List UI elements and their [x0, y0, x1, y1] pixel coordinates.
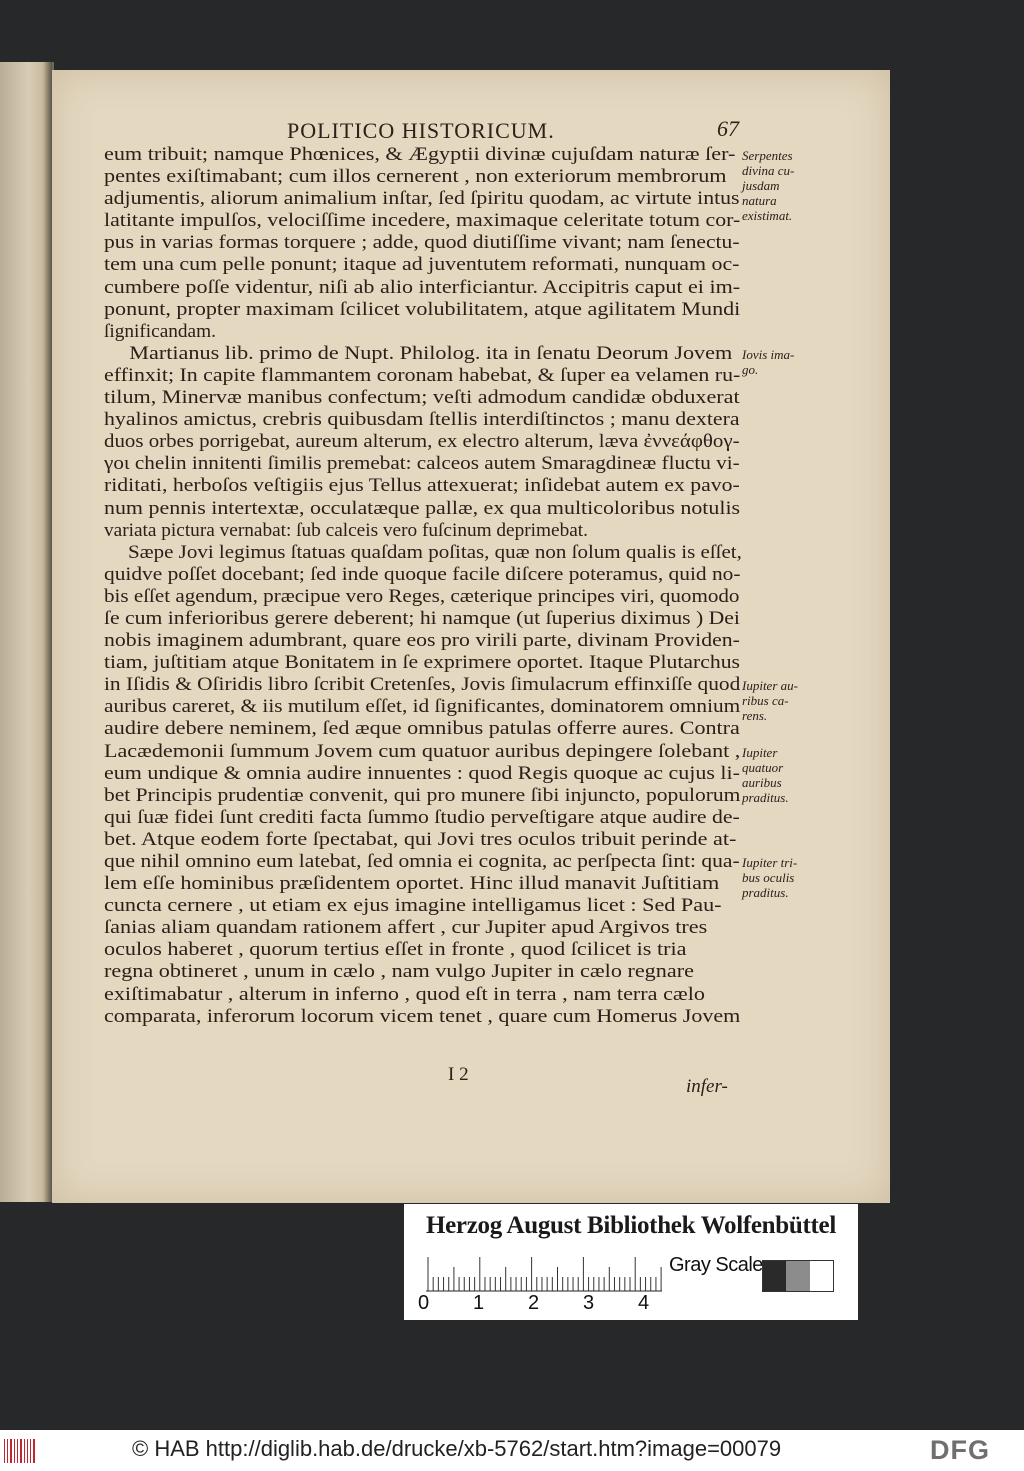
text-line: cuncta cernere , ut etiam ex ejus imagine intelligamus licet : Sed Pau-: [104, 895, 722, 917]
text-line: regna obtineret , unum in cælo , nam vulgo Jupiter in cælo regnare: [104, 961, 694, 983]
text-line: tilum, Minervæ manibus confectum; veſti admodum candidæ obduxerat: [104, 387, 740, 409]
ruler-number: 3: [583, 1292, 595, 1314]
gray-scale-label: Gray Scale: [669, 1254, 763, 1276]
margin-note-line: Iupiter tri-: [742, 855, 798, 871]
text-line: tem una cum pelle ponunt; itaque ad juventutem reformati, nunquam oc-: [104, 254, 740, 276]
margin-note-line: ribus ca-: [742, 693, 789, 709]
text-line: Martianus lib. primo de Nupt. Philolog. ita in ſenatu Deorum Jovem: [129, 342, 733, 364]
barcode-bar: [24, 1439, 25, 1463]
margin-note-line: existimat.: [742, 208, 793, 223]
adjacent-page-edge: [0, 62, 54, 1202]
text-line: adjumentis, aliorum animalium inſtar, ſed ſpiritu quodam, ac virtute intus: [104, 188, 740, 210]
measure-ruler: [426, 1256, 662, 1292]
text-line: ponunt, propter maximam ſcilicet volubilitatem, atque agilitatem Mundi: [104, 298, 741, 320]
text-line: bet Principis prudentiæ convenit, qui pro munere ſibi injuncto, populorum: [104, 784, 741, 806]
signature-mark: I 2: [448, 1064, 469, 1085]
barcode-icon: [4, 1439, 40, 1463]
footer-bar: [0, 1430, 1024, 1471]
text-line: duos orbes porrigebat, aureum alterum, ex electro alterum, læva ἐννεάφθογ-: [104, 431, 740, 453]
text-line: auribus careret, & iis mutilum eſſet, id ſignificantes, dominatorem omnium: [104, 696, 741, 718]
book-page: [52, 70, 890, 1203]
text-line: pus in varias formas torquere ; adde, quod diutiſſime vivant; nam ſenectu-: [104, 232, 740, 254]
margin-note-line: bus oculis: [742, 870, 795, 886]
margin-note-line: Serpentes: [742, 148, 793, 163]
text-line: hyalinos amictus, crebris quibusdam ſtellis interdiſtinctos ; manu dextera: [104, 409, 740, 431]
text-line: bis eſſet agendum, præcipue vero Reges, cæterique principes viri, quomodo: [104, 585, 740, 607]
library-color-card: [404, 1204, 858, 1320]
text-line: nobis imaginem adumbrant, quare eos pro virili parte, divinam Providen-: [104, 630, 740, 652]
library-name: Herzog August Bibliothek Wolfenbüttel: [425, 1212, 836, 1239]
text-line: lem eſſe hominibus præſidentem oportet. Hinc illud manavit Juſtitiam: [104, 873, 720, 895]
text-line: effinxit; In capite flammantem coronam habebat, & ſuper ea velamen ru-: [104, 364, 741, 386]
ruler-number: 4: [638, 1292, 650, 1314]
margin-note-line: quatuor: [742, 759, 784, 775]
margin-note: [742, 148, 794, 223]
gray-swatch: [786, 1261, 809, 1291]
barcode-bar: [33, 1439, 35, 1463]
text-line: γοι chelin innitenti ſimilis premebat: calceos autem Smaragdineæ fluctu vi-: [104, 453, 740, 475]
margin-note-line: jusdam: [742, 178, 780, 193]
text-line: exiſtimabatur , alterum in inferno , quod eſt in terra , nam terra cælo: [104, 983, 705, 1005]
margin-note: [742, 745, 789, 805]
text-line: que nihil omnino eum latebat, ſed omnia ei cognita, ac perſpecta ſint: qua-: [104, 851, 740, 872]
gray-scale-swatches: [762, 1260, 834, 1292]
ruler-numbers: [418, 1292, 678, 1316]
margin-note-line: praditus.: [742, 885, 789, 901]
margin-note-line: Iovis ima-: [742, 346, 795, 362]
text-line: num pennis intertextæ, occulatæque pallæ, ex qua multicoloribus notulis: [104, 497, 741, 519]
text-line: ſignificandam.: [104, 320, 216, 342]
barcode-bar: [4, 1439, 5, 1463]
gray-swatch: [810, 1261, 833, 1291]
margin-note: [742, 855, 797, 900]
text-line: ſanias aliam quandam rationem affert , cur Jupiter apud Argivos tres: [104, 917, 708, 939]
margin-note-line: Iupiter: [742, 744, 778, 760]
text-line: audire debere neminem, ſed æque omnibus patulas offerre aures. Contra: [104, 718, 740, 740]
margin-note-line: auribus: [742, 774, 782, 790]
text-line: eum undique & omnia audire innuentes : quod Regis quoque ac cujus li-: [104, 762, 740, 784]
ruler-number: 1: [473, 1292, 485, 1314]
text-line: ſe cum inferioribus gerere deberent; hi namque (ut ſuperius diximus ) Dei: [104, 607, 740, 629]
text-line: eum tribuit; namque Phœnices, & Ægyptii divinæ cujuſdam naturæ ſer-: [104, 144, 736, 165]
body-text: [104, 144, 740, 1028]
text-line: tiam, juſtitiam atque Bonitatem in ſe exprimere oportet. Itaque Plutarchus: [104, 652, 740, 674]
text-line: in Iſidis & Oſiridis libro ſcribit Cretenſes, Jovis ſimulacrum effinxiſſe quod: [104, 674, 741, 696]
ruler-number: 2: [528, 1292, 540, 1314]
text-line: latitante impulſos, velociſſime incedere, maximaque celeritate totum cor-: [104, 210, 741, 232]
barcode-bar: [7, 1439, 8, 1463]
text-line: oculos haberet , quorum tertius eſſet in fronte , quod ſcilicet is tria: [104, 939, 687, 961]
page-number: 67: [717, 116, 739, 141]
margin-note: [742, 347, 794, 377]
running-head: POLITICO HISTORICUM.: [287, 118, 555, 143]
text-line: Sæpe Jovi legimus ſtatuas quaſdam poſitas, quæ non ſolum qualis is eſſet,: [127, 541, 742, 563]
dfg-logo: DFG: [930, 1435, 990, 1465]
barcode-bar: [30, 1439, 31, 1463]
margin-note-line: divina cu-: [742, 163, 795, 178]
text-line: pentes exiſtimabant; cum illos cernerent , non exteriorum membrorum: [104, 166, 727, 188]
ruler-number: 0: [418, 1292, 430, 1314]
margin-note-line: natura: [742, 193, 777, 208]
text-line: cumbere poſſe videntur, niſi ab alio interficiantur. Accipitris caput ei im-: [104, 276, 741, 298]
margin-note-line: praditus.: [742, 789, 789, 805]
margin-note: [742, 678, 798, 723]
barcode-bar: [27, 1439, 28, 1463]
text-line: riditati, herboſos veſtigiis ejus Tellus attexuerat; inſidebat autem ex pavo-: [104, 475, 740, 497]
margin-note-line: rens.: [742, 708, 768, 724]
barcode-bar: [20, 1439, 22, 1463]
text-line: variata pictura vernabat: ſub calceis vero fuſcinum deprimebat.: [104, 519, 588, 541]
margin-note-line: Iupiter au-: [742, 678, 798, 694]
gray-swatch: [763, 1261, 786, 1291]
text-line: comparata, inferorum locorum vicem tenet , quare cum Homerus Jovem: [104, 1005, 741, 1027]
text-line: bet. Atque eodem forte ſpectabat, qui Jovi tres oculos tribuit perinde at-: [104, 828, 737, 850]
text-line: quidve poſſet docebant; ſed inde quoque facile diſcere poteramus, quid no-: [104, 563, 741, 585]
text-line: qui ſuæ fidei ſunt crediti facta ſummo ſtudio perveſtigare atque audire de-: [104, 806, 740, 828]
barcode-bar: [10, 1439, 12, 1463]
barcode-bar: [17, 1439, 18, 1463]
source-url[interactable]: © HAB http://diglib.hab.de/drucke/xb-5762/start.htm?image=00079: [132, 1436, 782, 1461]
text-line: Lacædemonii ſummum Jovem cum quatuor auribus depingere ſolebant ,: [104, 740, 741, 762]
margin-note-line: go.: [742, 361, 759, 377]
catchword: infer-: [686, 1076, 728, 1097]
barcode-bar: [14, 1439, 15, 1463]
